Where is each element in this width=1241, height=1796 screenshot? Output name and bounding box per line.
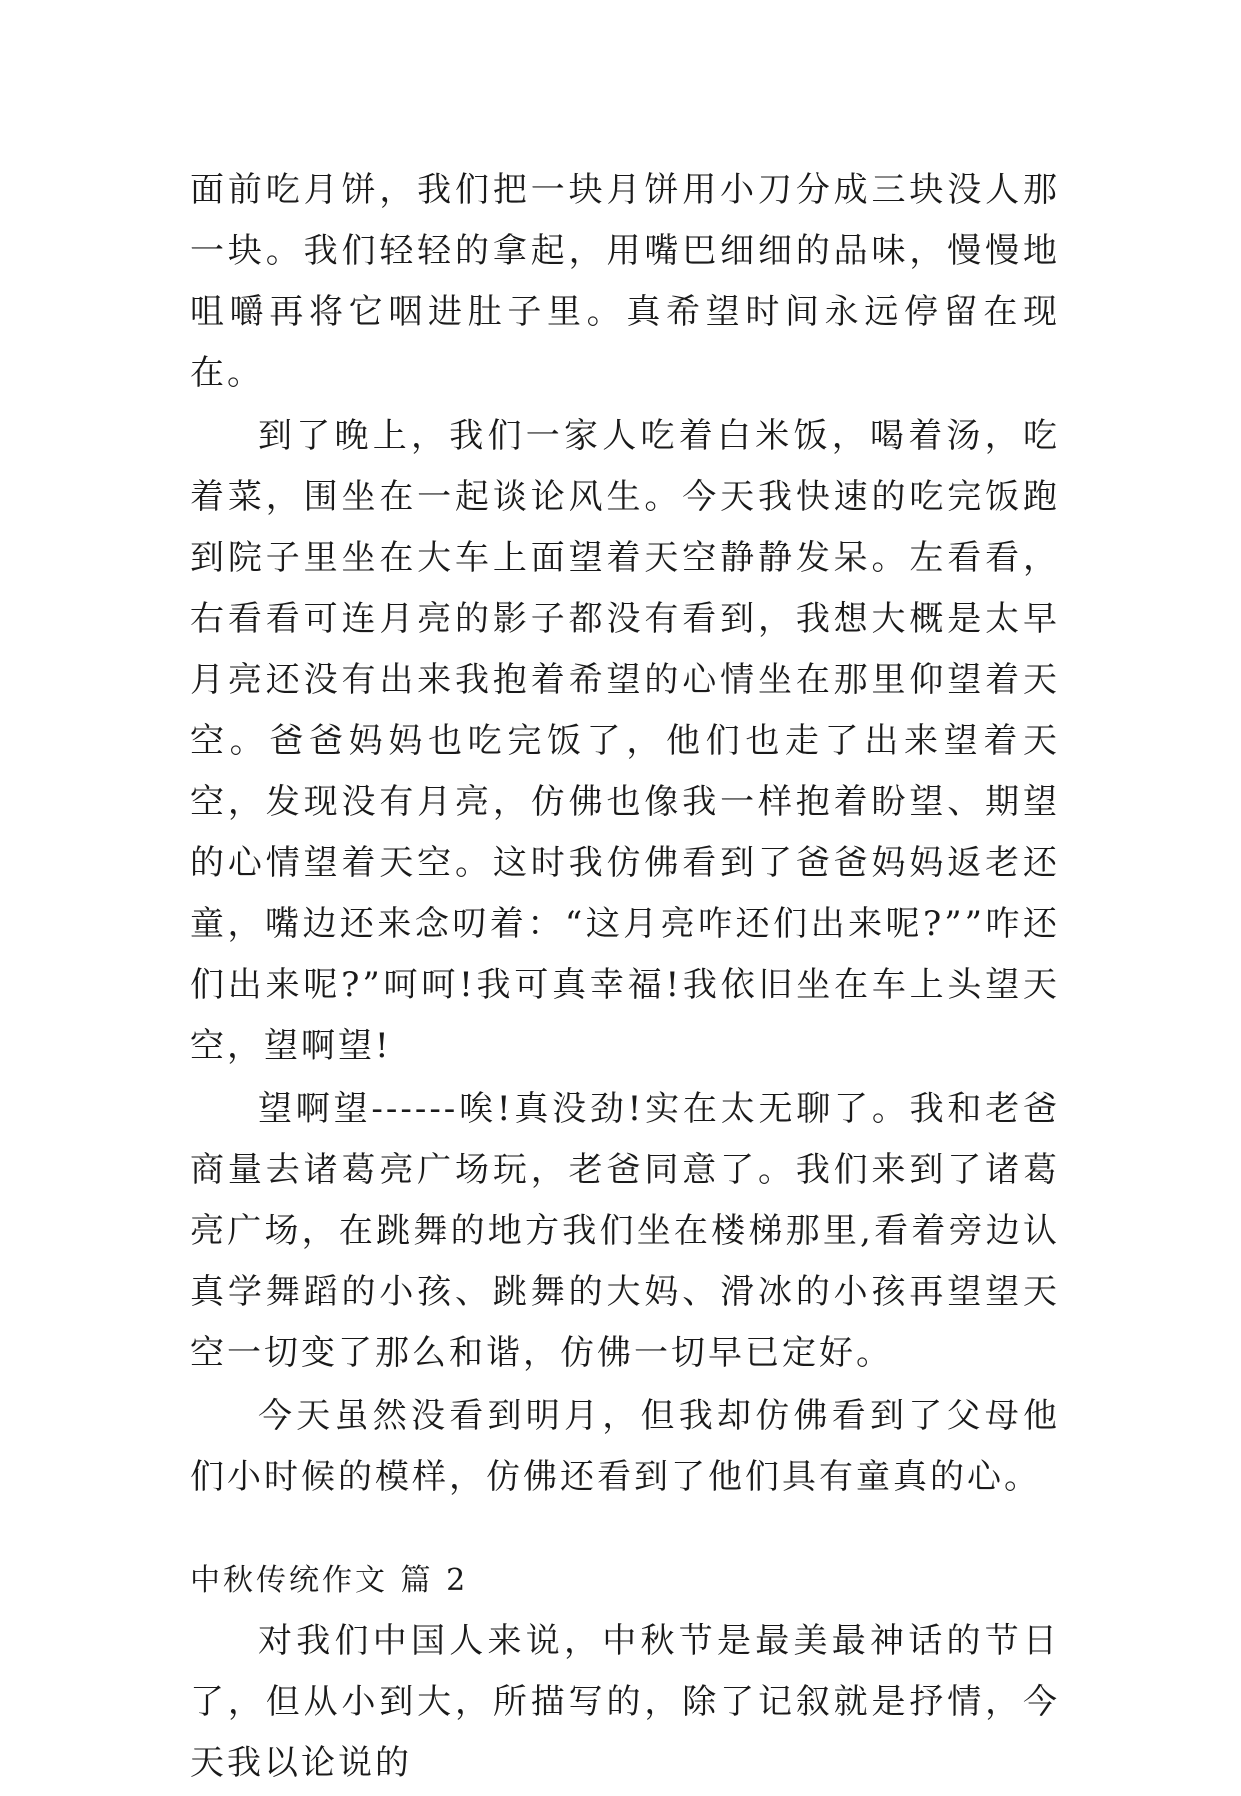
- paragraph-mooncake: 面前吃月饼，我们把一块月饼用小刀分成三块没人那一块。我们轻轻的拿起，用嘴巴细细的品味，慢慢地咀嚼再将它咽进肚子里。真希望时间永远停留在现在。: [190, 170, 1060, 393]
- paragraph-plaza: 望啊望------唉!真没劲!实在太无聊了。我和老爸商量去诸葛亮广场玩，老爸同意了。我们来到了诸葛亮广场，在跳舞的地方我们坐在楼梯那里,看着旁边认真学舞蹈的小孩、跳舞的大妈、滑冰的小孩再望望天空一切变了那么和谐，仿佛一切早已定好。: [190, 1089, 1060, 1373]
- section-heading: 中秋传统作文 篇 2: [190, 1563, 469, 1598]
- document-page: [190, 160, 1060, 1796]
- paragraph-conclusion: 今天虽然没看到明月，但我却仿佛看到了父母他们小时候的模样，仿佛还看到了他们具有童真的心。: [190, 1396, 1060, 1497]
- paragraph-intro-2: 对我们中国人来说，中秋节是最美最神话的节日了，但从小到大，所描写的，除了记叙就是抒情，今天我以论说的: [190, 1621, 1060, 1783]
- paragraph-evening: 到了晚上，我们一家人吃着白米饭，喝着汤，吃着菜，围坐在一起谈论风生。今天我快速的吃完饭跑到院子里坐在大车上面望着天空静静发呆。左看看，右看看可连月亮的影子都没有看到，我想大概是太早月亮还没有出来我抱着希望的心情坐在那里仰望着天空。爸爸妈妈也吃完饭了，他们也走了出来望着天空，发现没有月亮，仿佛也像我一样抱着盼望、期望的心情望着天空。这时我仿佛看到了爸爸妈妈返老还童，嘴边还来念叨着：“这月亮咋还们出来呢?””咋还们出来呢?”呵呵!我可真幸福!我依旧坐在车上头望天空，望啊望!: [190, 416, 1060, 1066]
